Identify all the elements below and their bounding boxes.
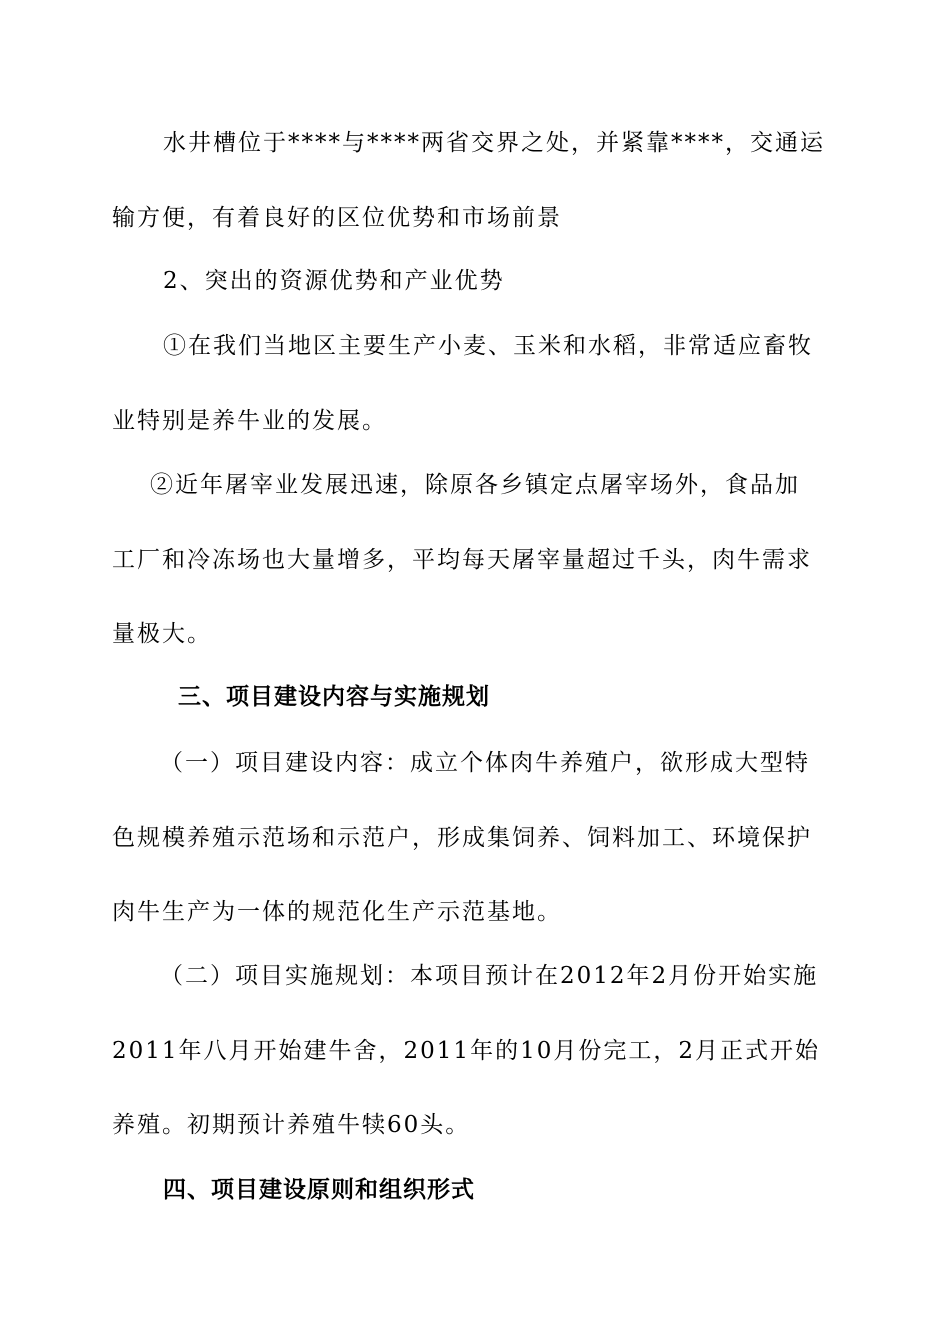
paragraph-line: （一）项目建设内容：成立个体肉牛养殖户，欲形成大型特 [160,750,810,776]
subheading-line: 2、突出的资源优势和产业优势 [163,268,505,294]
section-heading: 四、项目建设原则和组织形式 [163,1177,475,1203]
paragraph-line: 养殖。初期预计养殖牛犊60头。 [112,1112,471,1138]
paragraph-line: 水井槽位于****与****两省交界之处，并紧靠****，交通运 [163,130,825,156]
paragraph-line: 色规模养殖示范场和示范户，形成集饲养、饲料加工、环境保护 [112,825,812,851]
paragraph-line: 量极大。 [112,621,212,647]
paragraph-line: 工厂和冷冻场也大量增多，平均每天屠宰量超过千头，肉牛需求 [112,547,812,573]
paragraph-line: ②近年屠宰业发展迅速，除原各乡镇定点屠宰场外，食品加 [150,472,800,498]
paragraph-line: （二）项目实施规划：本项目预计在2012年2月份开始实施 [160,963,819,989]
section-heading: 三、项目建设内容与实施规划 [178,684,490,710]
paragraph-line: 业特别是养牛业的发展。 [112,408,387,434]
paragraph-line: 输方便，有着良好的区位优势和市场前景 [112,205,562,231]
paragraph-line: 2011年八月开始建牛舍，2011年的10月份完工，2月正式开始 [112,1038,820,1064]
paragraph-line: ①在我们当地区主要生产小麦、玉米和水稻，非常适应畜牧 [163,333,813,359]
paragraph-line: 肉牛生产为一体的规范化生产示范基地。 [112,899,562,925]
